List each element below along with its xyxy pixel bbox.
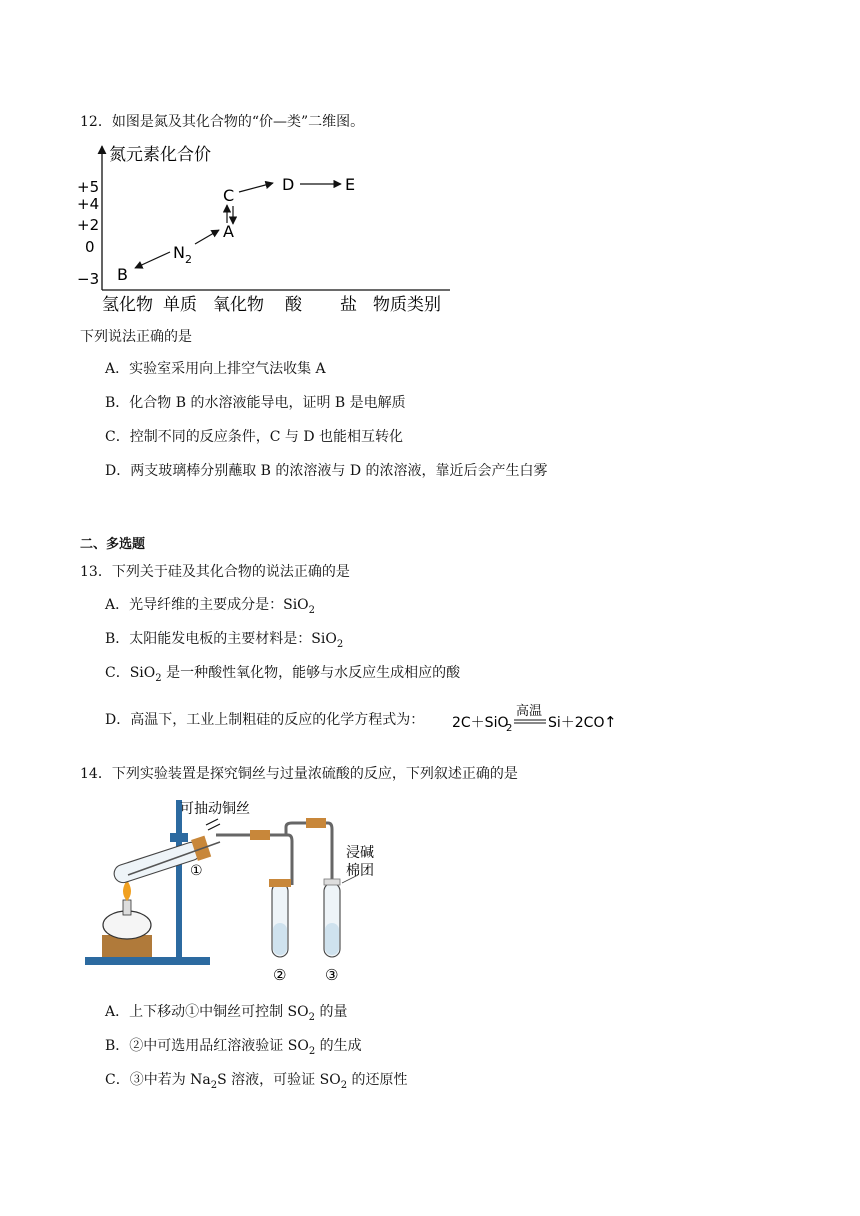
solution-2: [273, 923, 287, 955]
clamp: [170, 833, 188, 842]
q13-option-d: D．高温下，工业上制粗硅的反应的化学方程式为：: [105, 712, 425, 728]
valence-class-diagram: [75, 138, 455, 318]
label-tube1: ①: [190, 863, 203, 879]
equation-right: Si＋2CO: [548, 715, 605, 731]
stand-rod: [176, 800, 182, 960]
q13-stem: 13．下列关于硅及其化合物的说法正确的是: [80, 564, 350, 580]
q14-option-a: A．上下移动①中铜丝可控制 $SO_2$ 的量: [105, 1004, 348, 1023]
solution-3: [325, 923, 339, 955]
apparatus-diagram: [80, 795, 420, 985]
x-tick: 氧化物: [213, 295, 264, 315]
rubber-joint: [250, 830, 270, 840]
y-axis-label: 氮元素化合价: [109, 145, 211, 165]
q14-stem: 14．下列实验装置是探究铜丝与过量浓硫酸的反应，下列叙述正确的是: [80, 766, 518, 782]
q12-option-d: D．两支玻璃棒分别蘸取 B 的浓溶液与 D 的浓溶液，靠近后会产生白雾: [105, 463, 548, 479]
delivery-tube: [216, 835, 292, 885]
node-B: B: [117, 265, 128, 284]
y-tick: −3: [77, 270, 100, 288]
rubber-joint: [306, 818, 326, 828]
label-tube3: ③: [325, 966, 339, 984]
x-tick: 酸: [285, 295, 302, 315]
y-tick: +5: [77, 178, 100, 196]
y-tick: +2: [77, 216, 100, 234]
label-wire: 可抽动铜丝: [180, 801, 250, 817]
flame: [123, 880, 131, 901]
equation-left-sub: 2: [506, 723, 513, 733]
node-E: E: [345, 175, 356, 194]
label-cotton-2: 棉团: [346, 863, 374, 879]
x-tick: 盐: [340, 295, 357, 315]
q12-option-c: C．控制不同的反应条件，C 与 D 也能相互转化: [105, 429, 403, 445]
x-tick: 单质: [163, 295, 197, 315]
equation-condition: 高温: [516, 704, 543, 719]
q12-option-b: B．化合物 B 的水溶液能导电，证明 B 是电解质: [105, 395, 406, 411]
chemical-equation: [452, 703, 622, 733]
q13-option-c: C．SiO$_2$ 是一种酸性氧化物，能够与水反应生成相应的酸: [105, 665, 461, 684]
move-arrows: [206, 819, 220, 830]
stand-base: [85, 957, 210, 965]
node-C: C: [223, 186, 235, 205]
x-tick: 氢化物: [102, 295, 153, 315]
node-N2-sub: 2: [185, 253, 192, 266]
node-N2: N: [173, 243, 185, 262]
label-tube2: ②: [273, 966, 287, 984]
alkali-cotton: [324, 879, 340, 885]
q14-option-b: B．②中可选用品红溶液验证 $SO_2$ 的生成: [105, 1038, 362, 1057]
arrow-N2-B: [135, 252, 170, 268]
q13-option-a: A．光导纤维的主要成分是：SiO$_2$: [105, 597, 316, 616]
node-D: D: [282, 175, 295, 194]
gas-arrow: ↑: [604, 713, 617, 731]
y-tick: 0: [85, 238, 95, 256]
q12-prompt: 下列说法正确的是: [80, 329, 192, 345]
equation-left: 2C＋SiO: [452, 715, 509, 731]
y-tick: +4: [77, 195, 100, 213]
node-A: A: [223, 222, 234, 241]
arrow-C-D: [239, 183, 273, 192]
q13-option-b: B．太阳能发电板的主要材料是：SiO$_2$: [105, 631, 344, 650]
x-axis-label: 物质类别: [373, 295, 441, 315]
q14-option-c: C．③中若为 $Na_2S$ 溶液，可验证 $SO_2$ 的还原性: [105, 1072, 408, 1091]
label-cotton-1: 浸碱: [346, 845, 374, 861]
q12-stem: 12．如图是氮及其化合物的“价—类”二维图。: [80, 114, 365, 130]
q12-option-a: A．实验室采用向上排空气法收集 A: [105, 361, 326, 377]
arrow-N2-A: [195, 230, 219, 244]
section-title: 二、多选题: [80, 537, 146, 552]
